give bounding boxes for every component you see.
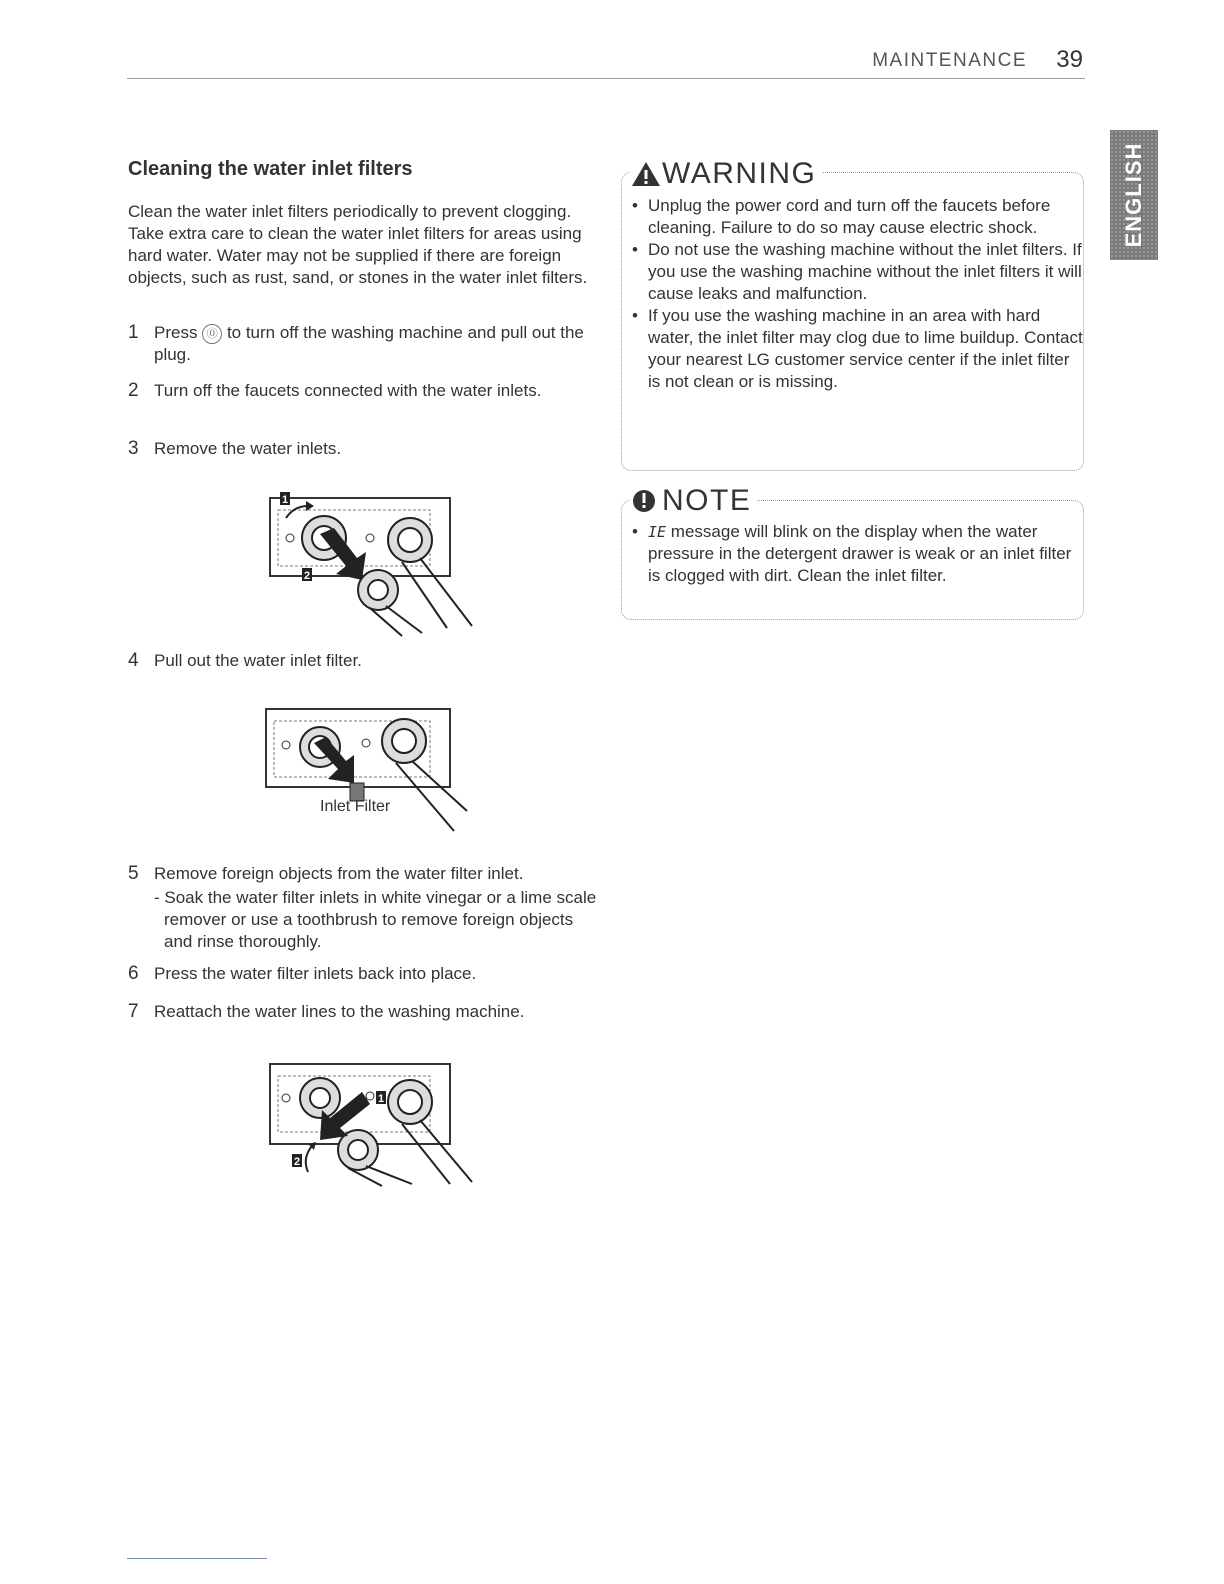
note-item: • IE message will blink on the display when the water pressure in the detergent drawer is weak or an inlet filter is clogged with dirt. Clean the inlet filter. <box>630 521 1083 587</box>
page-number: 39 <box>1056 46 1083 73</box>
step-6 <box>128 963 598 985</box>
step-2 <box>128 380 598 402</box>
header-section-title: MAINTENANCE <box>872 50 1027 71</box>
figure-inlet-filter <box>262 703 477 838</box>
warning-item: • Do not use the washing machine without the inlet filters. If you use the washing machine without the inlet filters it will cause leaks and malfunction. <box>630 239 1083 305</box>
step-text: Press the water filter inlets back into place. <box>154 964 477 983</box>
language-tab-label: ENGLISH <box>1121 142 1146 248</box>
step-subnote: - Soak the water filter inlets in white vinegar or a lime scale remover or use a toothbrush to remove foreign objects and rinse thoroughly. <box>154 888 597 951</box>
step-3 <box>128 438 598 460</box>
fig1-callout-2: 2 <box>303 570 311 582</box>
section-title: Cleaning the water inlet filters <box>128 158 413 180</box>
step-text: Remove the water inlets. <box>154 439 342 458</box>
step-number: 6 <box>128 963 139 984</box>
note-title: NOTE <box>662 484 752 517</box>
inlet-diagram-3 <box>262 1058 477 1188</box>
warning-title: WARNING <box>662 157 817 190</box>
step-7 <box>128 1001 598 1023</box>
note-info-icon <box>630 487 658 515</box>
fig3-callout-2: 2 <box>293 1156 301 1168</box>
step-number: 1 <box>128 322 139 343</box>
step-1 <box>128 322 598 366</box>
warning-header <box>630 157 822 191</box>
warning-item: • Unplug the power cord and turn off the faucets before cleaning. Failure to do so may cause electric shock. <box>630 195 1083 239</box>
step-number: 5 <box>128 863 139 884</box>
inlet-diagram-1 <box>262 488 477 638</box>
note-header <box>630 484 757 518</box>
fig1-callout-1: 1 <box>281 494 289 506</box>
language-tab <box>1110 130 1158 260</box>
warning-box <box>621 157 1084 471</box>
step-4 <box>128 650 598 672</box>
step-text: Turn off the faucets connected with the water inlets. <box>154 381 542 400</box>
inlet-filter-label: Inlet Filter <box>320 798 391 815</box>
note-list <box>622 521 1083 587</box>
note-box <box>621 484 1084 620</box>
error-code: IE <box>648 523 667 541</box>
fig3-callout-1: 1 <box>377 1093 385 1105</box>
step-5 <box>128 863 598 953</box>
power-button-icon: ⓪ <box>202 324 222 344</box>
step-number: 3 <box>128 438 139 459</box>
warning-triangle-icon <box>630 160 662 188</box>
step-number: 2 <box>128 380 139 401</box>
step-text: Remove foreign objects from the water filter inlet. <box>154 864 524 883</box>
figure-remove-inlets <box>262 488 477 638</box>
step-text: Pull out the water inlet filter. <box>154 651 362 670</box>
figure-reattach <box>262 1058 477 1188</box>
page-header <box>127 48 1085 79</box>
warning-list <box>622 195 1083 393</box>
step-number: 4 <box>128 650 139 671</box>
step-text: Press ⓪ to turn off the washing machine and pull out the plug. <box>154 323 584 364</box>
step-number: 7 <box>128 1001 139 1022</box>
footer-rule <box>127 1558 267 1559</box>
warning-item: • If you use the washing machine in an area with hard water, the inlet filter may clog due to lime buildup. Contact your nearest LG customer service center if the inlet filter is not clean or is missing. <box>630 305 1083 393</box>
step-text: Reattach the water lines to the washing machine. <box>154 1002 525 1021</box>
inlet-diagram-2 <box>262 703 477 838</box>
intro-paragraph: Clean the water inlet filters periodically to prevent clogging. Take extra care to clean the water inlet filters for areas using hard water. Water may not be supplied if there are foreign objects, such as rust, sand, or stones in the water inlet filters. <box>128 202 588 287</box>
